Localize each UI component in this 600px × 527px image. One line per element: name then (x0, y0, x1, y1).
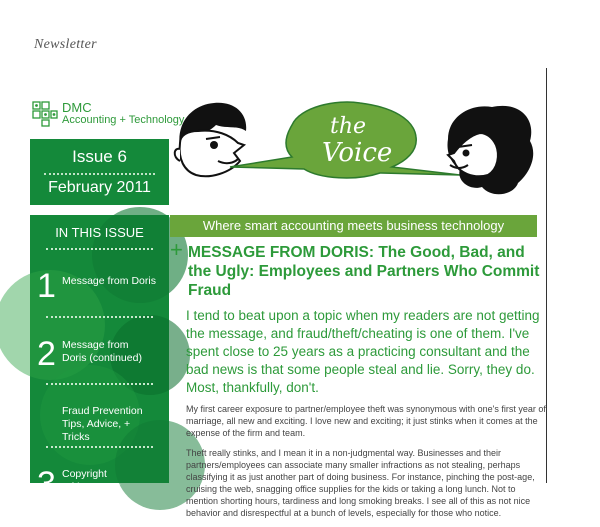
tagline-banner: Where smart accounting meets business technology (170, 215, 537, 237)
sidebar-item-message-from-doris[interactable]: Message from Doris (62, 275, 156, 287)
headline-text: MESSAGE FROM DORIS: The Good, Bad, and the Ugly: Employees and Partners Who Commit Fraud (188, 244, 540, 299)
sidebar-item-fraud-tips[interactable]: Fraud Prevention Tips, Advice, + Tricks (62, 405, 143, 443)
sidebar-divider (46, 248, 153, 250)
masthead-line1: the (330, 114, 367, 139)
article (170, 237, 546, 527)
issue-date: February 2011 (48, 179, 151, 196)
item-number: 3 (37, 465, 56, 503)
man-face-icon (175, 103, 246, 176)
sidebar-item-copyright[interactable]: Copyright Infringement (62, 468, 121, 493)
in-this-issue-sidebar (30, 215, 169, 503)
issue-number: Issue 6 (72, 147, 127, 166)
frame-border (546, 68, 547, 483)
item-number: 2 (37, 335, 56, 373)
article-body (186, 403, 546, 519)
issue-divider (44, 173, 155, 175)
sidebar-divider (46, 316, 153, 318)
article-paragraph: My first career exposure to partner/employee theft was synonymous with one's first year of marriage, all new and exciting. I love new and exciting; it just stinks when it comes at the expense of the firm and team. (186, 404, 546, 438)
plus-icon: + (170, 237, 183, 262)
sidebar-divider (46, 383, 153, 385)
logo-tagline: Accounting + Technology (62, 114, 185, 126)
sidebar-divider (46, 446, 153, 448)
item-number: 1 (37, 267, 56, 305)
article-paragraph: Theft really stinks, and I mean it in a non-judgmental way. Businesses and their partners/employees can associate many smaller infractions as not stealing, perhaps classifying it as just another part of doing business. For instance, pinching the post-age, cruising the web, snagging office supplies for the kids or taking a long lunch. Not to mention shorting hours, tardiness and long smoking breaks. I see all of this as not nice behavior and disrespectful at a bunch of levels, especially for those who notice. (186, 448, 535, 518)
masthead-line2: Voice (322, 138, 393, 168)
woman-face-icon (448, 106, 534, 194)
article-lead: I tend to beat upon a topic when my readers are not getting the message, and fraud/theft/cheating is one of them. I've spent close to 25 years as a practicing consultant and the bad news is that some people steal and lie. Sorry, they do. Most, thankfully, don't. (186, 308, 540, 395)
sidebar-item-message-continued[interactable]: Message from Doris (continued) (62, 339, 142, 364)
issue-box (30, 139, 169, 205)
article-headline (170, 237, 546, 300)
page-caption: Newsletter (34, 37, 97, 52)
sidebar-title: IN THIS ISSUE (55, 225, 144, 240)
logo-name: DMC (62, 100, 92, 115)
